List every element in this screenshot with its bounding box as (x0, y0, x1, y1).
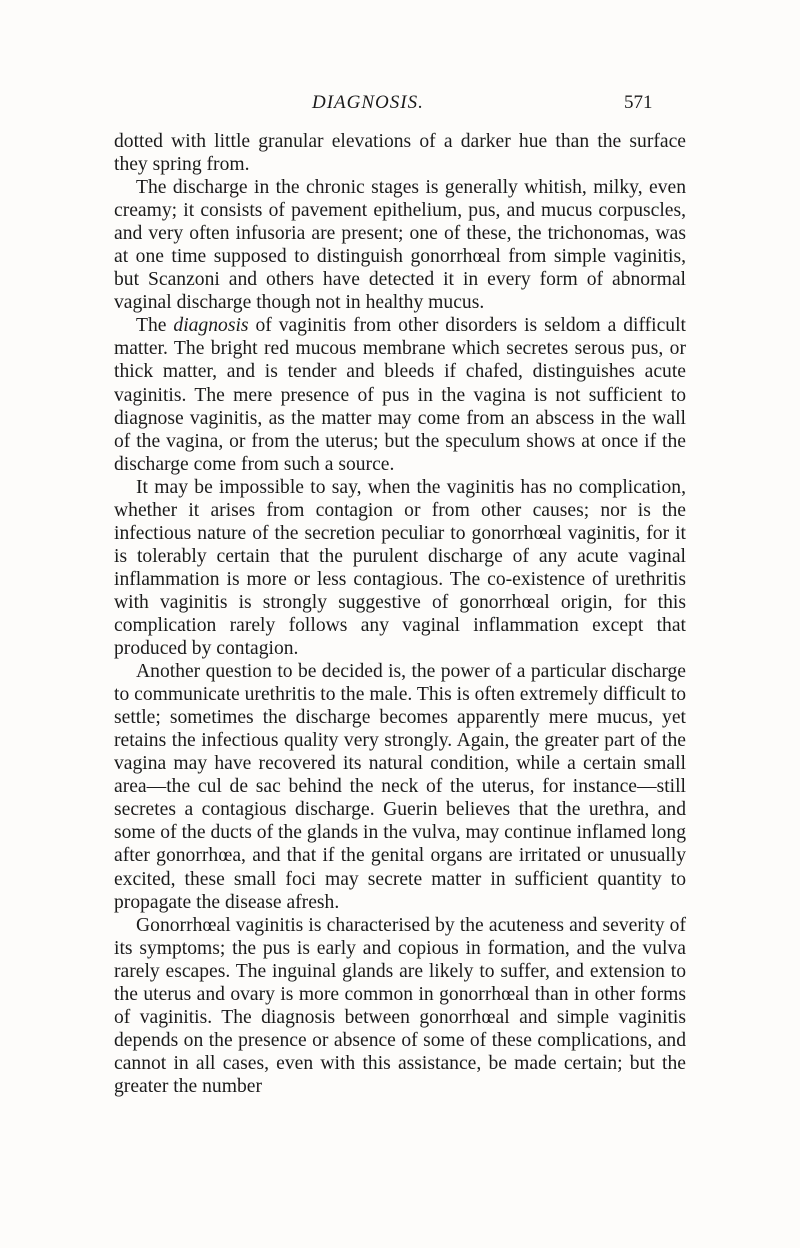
page-header (0, 92, 800, 122)
running-head: DIAGNOSIS. (312, 92, 424, 113)
paragraph-3 (114, 314, 686, 475)
page-number: 571 (624, 92, 653, 113)
paragraph-2: The discharge in the chronic stages is generally whitish, milky, even creamy; it consists of pavement epithelium, pus, and mucus corpuscles, and very often infusoria are present; one of these, the trichonomas, was at one time supposed to distinguish gonorrhœal from simple vaginitis, but Scanzoni and others have detected it in every form of abnormal vaginal discharge though not in healthy mucus. (114, 177, 686, 314)
paragraph-3-rest: of vaginitis from other disorders is seldom a difficult matter. The bright red mucous membrane which secretes serous pus, or thick matter, and is tender and bleeds if chafed, distinguishes acute vaginitis. The mere presence of pus in the vagina is not sufficient to diagnose vaginitis, as the matter may come from an abscess in the wall of the vagina, or from the uterus; but the speculum shows at once if the discharge come from such a source. (114, 315, 686, 475)
paragraph-4: It may be impossible to say, when the vaginitis has no complication, whether it arises from contagion or from other causes; nor is the infectious nature of the secretion peculiar to gonorrhœal vaginitis, for it is tolerably certain that the purulent discharge of any acute vaginal inflammation is more or less contagious. The co-existence of urethritis with vaginitis is strongly suggestive of gonorrhœal origin, for this complication rarely follows any vaginal inflammation except that produced by contagion. (114, 476, 686, 660)
diagnosis-italic: diagnosis (173, 315, 249, 337)
paragraph-5: Another question to be decided is, the power of a particular discharge to communicate urethritis to the male. This is often extremely difficult to settle; sometimes the discharge becomes apparently mere mucus, yet retains the infectious quality very strongly. Again, the greater part of the vagina may have recovered its natural condition, while a certain small area—the cul de sac behind the neck of the uterus, for instance—still secretes a contagious discharge. Guerin believes that the urethra, and some of the ducts of the glands in the vulva, may continue inflamed long after gonorrhœa, and that if the genital organs are irritated or unusually excited, these small foci may secrete matter in sufficient quantity to propagate the disease afresh. (114, 661, 686, 913)
paragraph-3-start: The (136, 315, 174, 337)
paragraph-1: dotted with little granular elevations of a darker hue than the surface they spring from. (114, 131, 686, 176)
body-text (114, 130, 686, 1098)
paragraph-6: Gonorrhœal vaginitis is characterised by the acuteness and severity of its symptoms; the pus is early and copious in formation, and the vulva rarely escapes. The inguinal glands are likely to suffer, and extension to the uterus and ovary is more common in gonorrhœal than in other forms of vaginitis. The diagnosis between gonorrhœal and simple vaginitis depends on the presence or absence of some of these complications, and cannot in all cases, even with this assistance, be made certain; but the greater the number (114, 914, 686, 1097)
